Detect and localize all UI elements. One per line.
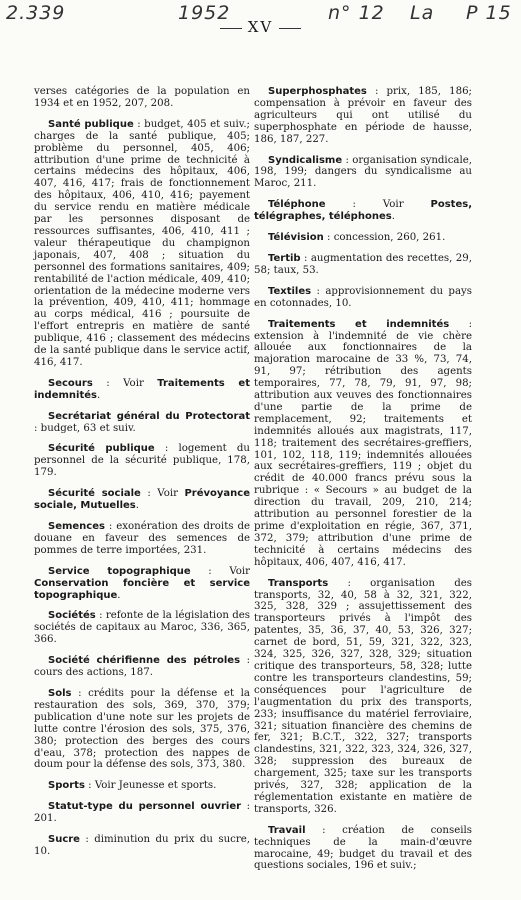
- index-entry: [34, 378, 250, 402]
- index-entry-heading: Transports: [268, 577, 329, 589]
- index-entry-heading: Télévision: [268, 232, 324, 244]
- index-entry-heading: Sports: [48, 780, 85, 792]
- index-entry-text: : organisation des transports, 32, 40, 58 à 32, 321, 322, 325, 328, 329 ; assujettissement des transporteurs privés à l'impôt des patentes, 35, 36, 37, 40, 53, 326, 327; carnet de bord, 51, 59, 321, 322, 323, 324, 325, 326, 327, 328, 329; situation critique des transporteurs, 58, 328; lutte contre les transporteurs clandestins, 59; conséquences pour l'agriculture de l'augmentation du prix des transports, 233; insuffisance du matériel ferroviaire, 321; situation financière des chemins de fer, 321; B.C.T., 322, 327; transports clandestins, 321, 322, 323, 324, 326, 327, 328; suppression des bureaux de chargement, 325; taxe sur les transports privés, 327, 328; application de la réglementation existante en matière de transports, 326.: [254, 577, 472, 815]
- index-entry-text: : Voir Jeunesse et sports.: [84, 780, 217, 792]
- index-entry-heading: Sucre: [48, 834, 80, 846]
- index-entry: [254, 86, 472, 146]
- index-entry-heading: Syndicalisme: [268, 154, 343, 166]
- index-entry-text: : prix, 185, 186; compensation à prévoir en faveur des agriculteurs qui ont utilisé du superphosphate en période de hausse, 186, 187, 227.: [254, 86, 472, 145]
- index-entry-heading: Traitements et indemnités: [268, 318, 450, 330]
- index-entry: [34, 780, 250, 792]
- index-entry-text: : création de conseils techniques de la main-d'œuvre marocaine, 49; budget du travail et des questions sociales, 196 et suiv.;: [254, 824, 472, 872]
- index-entry-heading: Statut-type du personnel ouvrier: [48, 801, 242, 813]
- index-entry: [34, 610, 250, 646]
- index-entry-cross-reference: Traitements et indemnités: [34, 377, 250, 401]
- index-entry-heading: Sécurité sociale: [48, 488, 141, 500]
- page-number-text: XV: [247, 18, 274, 36]
- index-left-column: [34, 86, 250, 867]
- margin-note-reference: 2.339: [6, 2, 66, 24]
- index-entry-tail: .: [391, 211, 395, 223]
- index-entry-heading: Secours: [48, 377, 93, 389]
- index-entry-heading: Société chérifienne des pétroles: [48, 655, 241, 667]
- index-entry-text: : logement du personnel de la sécurité publique, 178, 179.: [34, 443, 250, 479]
- index-entry-text: : extension à l'indemnité de vie chère allouée aux fonctionnaires de la majoration marocaine de 33 %, 73, 74, 91, 97; rétribution des agents temporaires, 77, 78, 79, 91, 97, 98; attribution aux veuves des fonctionnaires d'une partie de la prime de remplacement, 92; traitements et indemnités alloués aux magistrats, 117, 118; traitement des secrétaires-greffiers, 101, 102, 118, 119; indemnités allouées aux secrétaires-greffiers, 119 ; objet du crédit de 40.000 francs prévu sous la rubrique : « Secours » au budget de la direction du travail, 209, 210, 214; attribution au personnel forestier de la prime d'exploitation en régie, 367, 371, 372, 379; attribution d'une prime de technicité à certains médecins des hôpitaux, 406, 407, 416, 417.: [254, 318, 472, 568]
- index-entry-cross-reference: Prévoyance sociale, Mutuelles: [34, 488, 250, 512]
- margin-note-la: La: [410, 2, 435, 24]
- index-entry: [254, 825, 472, 873]
- index-entry: [254, 319, 472, 569]
- index-entry-cross-reference: Conservation foncière et service topographique: [34, 577, 250, 601]
- index-entry: [34, 566, 250, 602]
- index-entry: [254, 155, 472, 191]
- index-entry: [34, 411, 250, 435]
- index-entry-text: : crédits pour la défense et la restauration des sols, 369, 370, 379; publication d'une note sur les projets de lutte contre l'érosion des sols, 375, 376, 380; protection des berges des cours d'eau, 378; protection des nappes de doum pour la défense des sols, 373, 380.: [34, 687, 250, 771]
- index-entry: [34, 688, 250, 771]
- index-entry-text: : Voir: [325, 199, 431, 211]
- index-entry-text: : organisation syndicale, 198, 199; dangers du syndicalisme au Maroc, 211.: [254, 154, 472, 190]
- index-entry-heading: Service topographique: [48, 565, 191, 577]
- index-entry-heading: Téléphone: [268, 199, 326, 211]
- index-entry-heading: Superphosphates: [268, 86, 367, 97]
- index-entry-heading: Textiles: [268, 285, 312, 297]
- index-entry-text: : approvisionnement du pays en cotonnades, 10.: [254, 285, 472, 309]
- index-entry-text: verses catégories de la population en 1934 et en 1952, 207, 208.: [34, 86, 250, 109]
- index-entry: [254, 253, 472, 277]
- index-right-column: [254, 86, 472, 881]
- index-entry: [254, 199, 472, 223]
- index-entry-text: : cours des actions, 187.: [34, 655, 250, 679]
- index-entry: [34, 443, 250, 479]
- page-number: [0, 18, 521, 36]
- index-entry-cross-reference: Postes, télégraphes, téléphones: [254, 199, 472, 223]
- index-entry-heading: Santé publique: [48, 118, 134, 130]
- index-entry-text: : refonte de la législation des sociétés de capitaux au Maroc, 336, 365, 366.: [34, 610, 250, 646]
- index-entry-text: : Voir: [190, 565, 251, 577]
- index-entry: [254, 232, 472, 244]
- index-entry-text: : Voir: [92, 377, 158, 389]
- margin-note-page: P 15: [466, 2, 512, 24]
- index-entry: [254, 286, 472, 310]
- index-entry: [34, 86, 250, 110]
- margin-note-number: n° 12: [328, 2, 385, 24]
- index-entry-heading: Sécurité publique: [48, 443, 155, 455]
- index-entry-tail: .: [135, 500, 140, 512]
- index-entry: [34, 521, 250, 557]
- index-entry-heading: Sols: [48, 687, 72, 699]
- index-entry-heading: Sociétés: [48, 610, 96, 622]
- index-entry-heading: Travail: [268, 824, 306, 836]
- index-entry: [254, 578, 472, 816]
- index-entry-heading: Secrétariat général du Protectorat: [48, 410, 250, 422]
- index-entry-text: : exonération des droits de douane en faveur des semences de pommes de terre importées, 231.: [34, 521, 250, 556]
- index-entry: [34, 119, 250, 369]
- index-entry-text: : augmentation des recettes, 29, 58; taux, 53.: [254, 252, 472, 276]
- index-entry: [34, 801, 250, 825]
- index-entry: [34, 488, 250, 512]
- index-entry: [34, 834, 250, 858]
- index-entry-tail: .: [96, 389, 101, 401]
- index-entry-text: : Voir: [140, 488, 185, 500]
- index-entry-text: : budget, 405 et suiv.; charges de la santé publique, 405; problème du personnel, 405, 406; attribution d'une prime de technicité à certains médecins des hôpitaux, 406, 407, 416, 417; frais de fonctionnement des hôpitaux, 406, 410, 416; payement du service rendu en matière médicale par les personnes disposant de ressources suffisantes, 406, 410, 411 ; valeur thérapeutique du champignon japonais, 407, 408 ; situation du personnel des formations sanitaires, 409; rentabilité de l'action médicale, 409, 410; orientation de la médecine moderne vers la prévention, 409, 410, 411; hommage au corps médical, 416 ; poursuite de l'effort entrepris en matière de santé publique, 416 ; classement des médecins de la santé publique dans le service actif, 416, 417.: [34, 118, 251, 368]
- index-entry-text: : diminution du prix du sucre, 10.: [34, 834, 250, 857]
- margin-note-year: 1952: [178, 2, 231, 24]
- index-entry-heading: Semences: [48, 521, 105, 532]
- index-entry-text: : budget, 63 et suiv.: [34, 422, 136, 434]
- index-entry-text: : concession, 260, 261.: [323, 232, 446, 244]
- index-entry-tail: .: [117, 589, 121, 601]
- index-entry-text: : 201.: [34, 801, 251, 825]
- index-entry: [34, 655, 250, 679]
- index-entry-heading: Tertib: [268, 252, 301, 264]
